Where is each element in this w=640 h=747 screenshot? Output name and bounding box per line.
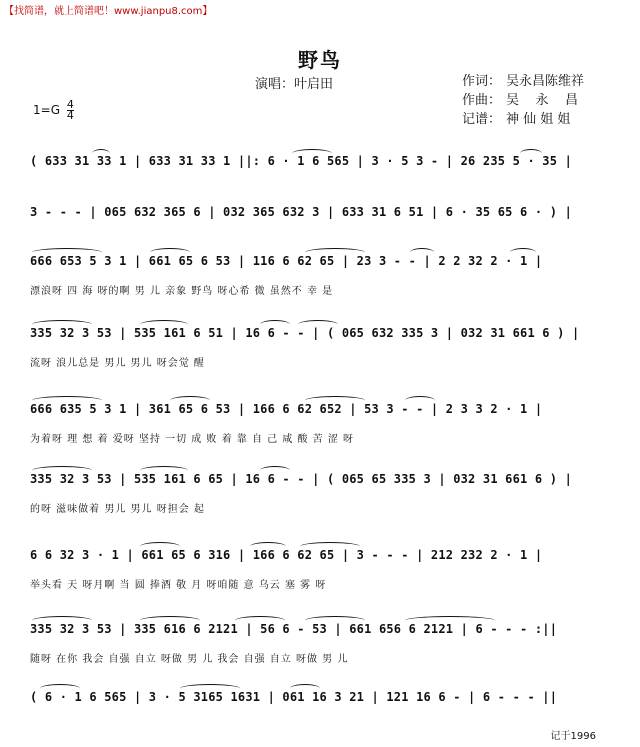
time-signature-bottom: 4 [66, 109, 74, 122]
credit-label: 作曲： [462, 93, 502, 108]
credit-label: 作词： [462, 74, 502, 89]
notes-line: 3 - - - | 065 632 365 6 | 032 365 632 3 | 633 31 6 51 | 6 · 35 65 6 · ) | [30, 205, 572, 219]
notes-line: ( 633 31 33 1 | 633 31 33 1 ||: 6 · 1 6 565 | 3 · 5 3 - | 26 235 5 · 35 | [30, 154, 572, 168]
notes-line: 6 6 32 3 · 1 | 661 65 6 316 | 166 6 62 65 | 3 - - - | 212 232 2 · 1 | [30, 548, 543, 562]
credit-label: 记谱： [462, 112, 502, 127]
transcription-date: 记于1996 [550, 731, 596, 742]
transcriber-row [462, 110, 584, 129]
song-title: 野鸟 [298, 48, 342, 72]
notes-line: ( 6 · 1 6 565 | 3 · 5 3165 1631 | 061 16 3 21 | 121 16 6 - | 6 - - - || [30, 690, 558, 704]
credit-value: 吴永昌陈维祥 [506, 74, 585, 89]
key-signature [33, 100, 74, 121]
notes-line: 666 635 5 3 1 | 361 65 6 53 | 166 6 62 652 | 53 3 - - | 2 3 3 2 · 1 | [30, 402, 543, 416]
credit-value: 神 仙 姐 姐 [506, 112, 571, 127]
credit-value: 吴 永 昌 [506, 93, 579, 108]
lyrics-line: 随呀 在你 我会 自强 自立 呀做 男 儿 我会 自强 自立 呀做 男 儿 [30, 654, 349, 665]
notes-line: 335 32 3 53 | 535 161 6 65 | 16 6 - - | ( 065 65 335 3 | 032 31 661 6 ) | [30, 472, 572, 486]
singer-credit: 演唱：叶启田 [255, 77, 334, 92]
notes-line: 335 32 3 53 | 535 161 6 51 | 16 6 - - | ( 065 632 335 3 | 032 31 661 6 ) | [30, 326, 580, 340]
time-signature [67, 100, 74, 121]
notes-line: 666 653 5 3 1 | 661 65 6 53 | 116 6 62 65 | 23 3 - - | 2 2 32 2 · 1 | [30, 254, 543, 268]
lyricist-row [462, 72, 584, 91]
site-banner: 【找简谱，就上简谱吧！www.jianpu8.com】 [4, 6, 213, 17]
lyrics-line: 为着呀 理 想 着 爱呀 坚持 一切 成 败 着 靠 自 己 咸 酸 苦 涩 呀 [30, 434, 355, 445]
notes-line: 335 32 3 53 | 335 616 6 2121 | 56 6 - 53 | 661 656 6 2121 | 6 - - - :|| [30, 622, 558, 636]
time-signature-top: 4 [66, 98, 74, 111]
credits-block [462, 72, 584, 129]
composer-row [462, 91, 584, 110]
key-label: 1=G [33, 103, 60, 117]
lyrics-line: 举头看 天 呀月啊 当 圆 捧酒 敬 月 呀咱随 意 乌云 塞 雾 呀 [30, 580, 327, 591]
lyrics-line: 流呀 浪儿总是 男儿 男儿 呀会觉 醒 [30, 358, 205, 369]
lyrics-line: 的呀 滋味做着 男儿 男儿 呀担会 起 [30, 504, 205, 515]
lyrics-line: 漂浪呀 四 海 呀的啊 男 儿 亲象 野鸟 呀心希 微 虽然不 幸 是 [30, 286, 334, 297]
